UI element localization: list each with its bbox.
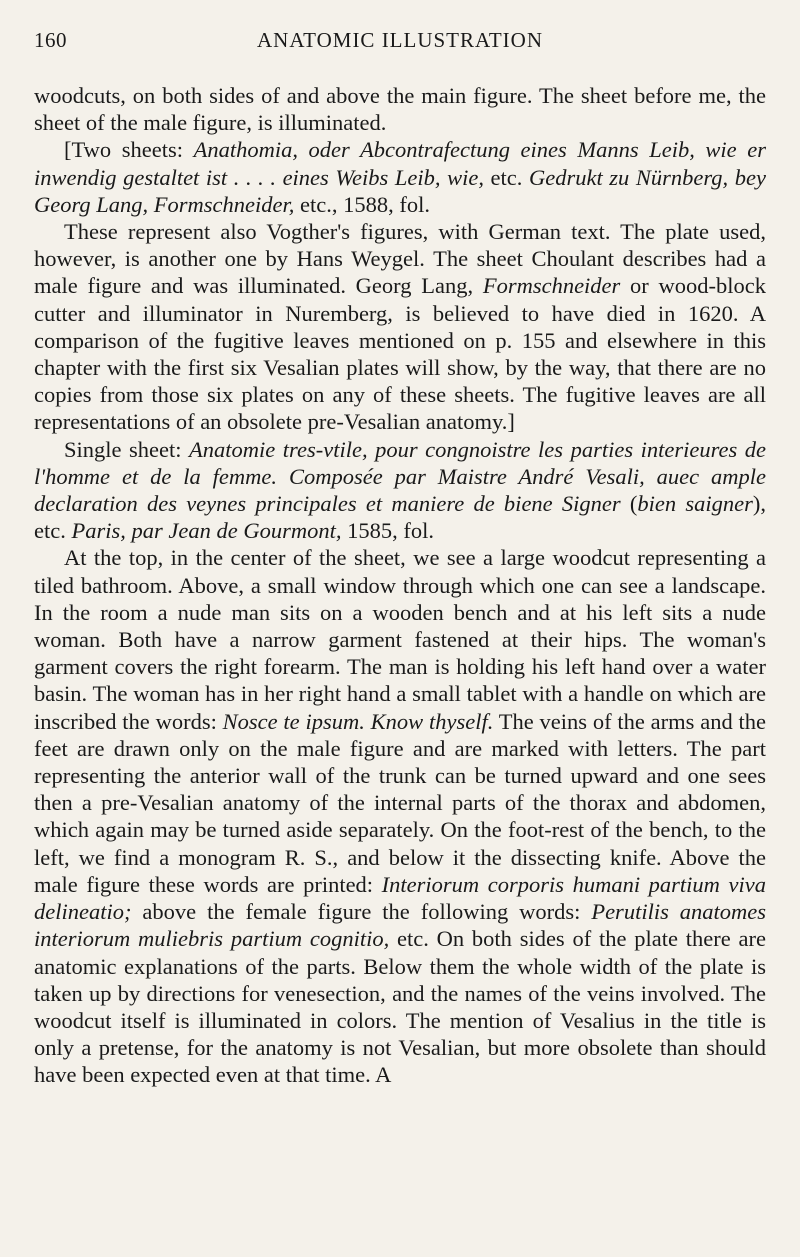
text-run: (	[620, 491, 638, 517]
text-run: woodcuts, on both sides of and above the main figure. The sheet before me, the sheet of the male figure, is illuminated.	[34, 83, 766, 136]
running-head	[34, 28, 766, 58]
italic-text: Formschneider	[482, 273, 621, 299]
italic-text: Anatomie tres-vtile, pour congnoistre les parties interieures de l'homme et de la femme. Composée par Maistre André Vesali, auec ample declaration des veynes principales et maniere de biene Signer	[34, 436, 767, 517]
italic-text: bien saigner	[637, 491, 753, 517]
italic-text: Paris, par Jean de Gourmont,	[71, 518, 342, 544]
book-page	[34, 28, 766, 1089]
text-run: etc.	[483, 164, 529, 190]
paragraph	[34, 136, 766, 218]
italic-text: Perutilis anatomes interiorum muliebris partium cognitio,	[34, 899, 767, 952]
paragraph	[34, 544, 766, 1088]
text-run: These represent also Vogther's figures, with German text. The plate used, however, is another one by Hans Weygel. The sheet Choulant describes had a male figure and was illuminated. Georg Lang,	[34, 219, 766, 299]
text-run: [Two sheets:	[64, 137, 194, 163]
text-run: At the top, in the center of the sheet, we see a large woodcut representing a tiled bathroom. Above, a small window through which one can see a landscape. In the room a nude man sits on a wooden bench and at his left sits a nude woman. Both have a narrow garment fastened at their hips. The woman's garment covers the right forearm. The man is holding his left hand over a water basin. The woman has in her right hand a small tablet with a handle on which are inscribed the words:	[34, 545, 766, 734]
italic-text: Nosce te ipsum. Know thyself.	[222, 708, 494, 734]
text-run: The veins of the arms and the feet are drawn only on the male figure and are marked with letters. The part representing the anterior wall of the trunk can be turned upward and one sees then a pre-Vesalian anatomy of the internal parts of the thorax and abdomen, which again may be turned aside separately. On the foot-rest of the bench, to the left, we find a monogram R. S., and below it the dissecting knife. Above the male figure these words are printed:	[34, 708, 766, 897]
running-title: ANATOMIC ILLUSTRATION	[256, 28, 544, 52]
paragraph	[34, 218, 766, 436]
italic-text: Anathomia, oder Abcontrafectung eines Manns Leib, wie er inwendig gestaltet ist . . . . eines Weibs Leib, wie,	[34, 137, 767, 190]
text-run: etc. On both sides of the plate there are anatomic explanations of the parts. Below them the whole width of the plate is taken up by directions for venesection, and the names of the veins involved. The woodcut itself is illuminated in colors. The mention of Vesalius in the title is only a pretense, for the anatomy is not Vesalian, but more obsolete than should have been expected even at that time. A	[34, 926, 766, 1088]
text-run: etc., 1588, fol.	[294, 191, 430, 217]
page-number: 160	[34, 28, 67, 52]
body-text	[34, 82, 766, 1089]
text-run: above the female figure the following words:	[131, 899, 592, 925]
text-run: Single sheet:	[64, 436, 190, 462]
text-run: ), etc.	[34, 491, 766, 544]
italic-text: Gedrukt zu Nürnberg, bey Georg Lang, Formschneider,	[34, 164, 766, 217]
paragraph	[34, 82, 766, 136]
text-run: 1585, fol.	[341, 518, 434, 544]
italic-text: Interiorum corporis humani partium viva delineatio;	[34, 871, 766, 925]
paragraph	[34, 436, 766, 545]
text-run: or wood-block cutter and illuminator in Nuremberg, is believed to have died in 1620. A comparison of the fugitive leaves mentioned on p. 155 and elsewhere in this chapter with the first six Vesalian plates will show, by the way, that there are no copies from those six plates on any of these sheets. The fugitive leaves are all representations of an obsolete pre-Vesalian anatomy.]	[34, 273, 766, 435]
